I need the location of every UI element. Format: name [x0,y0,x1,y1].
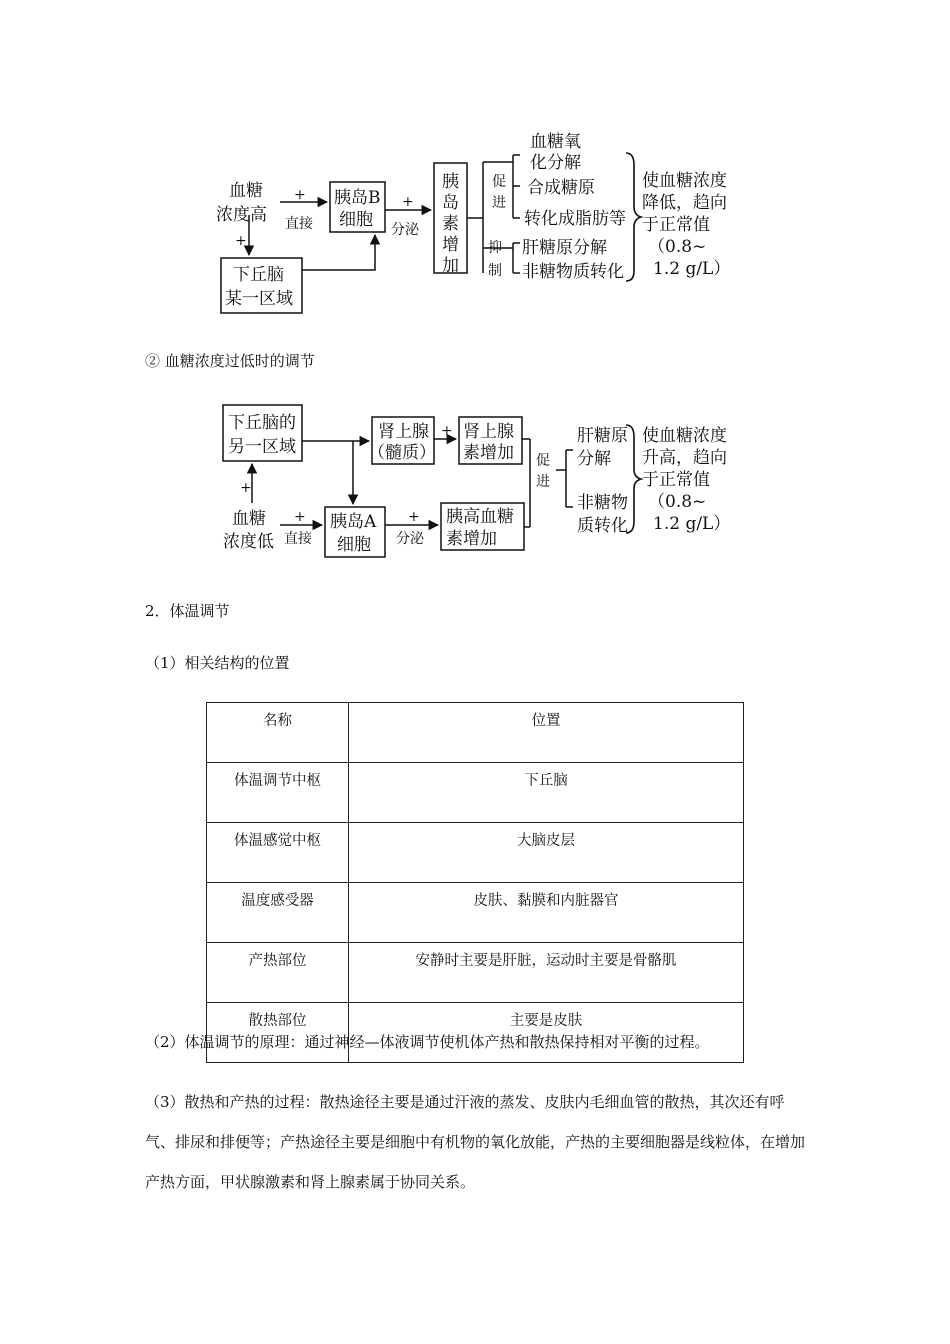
stimulus-text: 血糖 [229,181,263,201]
stimulus-text: 浓度低 [223,532,274,552]
hypothalamus-label: 某一区域 [225,289,293,309]
islet-cell-label: 细胞 [337,535,371,555]
promote-item: 化分解 [530,153,581,173]
table-header-row [207,703,744,763]
adrenal-label: 肾上腺 [378,422,429,442]
effect-item: 非糖物 [577,493,628,513]
table-row [207,823,744,883]
inhibit-label: 制 [488,263,502,279]
direct-label: 直接 [285,216,313,232]
hormone-char: 增 [442,235,459,255]
plus-sign: + [441,423,453,439]
section-heading: 2．体温调节 [145,602,230,620]
table-row [207,883,744,943]
secrete-label: 分泌 [391,222,419,238]
islet-cell-label: 胰岛A [330,512,377,532]
table-row [207,763,744,823]
promote-label: 促 [492,174,506,190]
table-cell: 散热部位 [207,1003,349,1063]
table-cell: 主要是皮肤 [349,1003,744,1063]
hormone-char: 胰 [442,172,459,192]
adrenaline-label: 素增加 [463,443,514,463]
promote-item: 血糖氧 [530,132,581,152]
islet-cell-label: 细胞 [339,210,373,230]
adrenaline-label: 肾上腺 [463,422,514,442]
table-cell: 体温感觉中枢 [207,823,349,883]
glucagon-label: 素增加 [446,529,497,549]
inhibit-label: 抑 [488,240,502,256]
hormone-char: 岛 [442,193,459,213]
table-cell: 体温调节中枢 [207,763,349,823]
result-text: 于正常值 [642,215,710,235]
adrenal-label: （髓质） [368,443,436,463]
low-blood-sugar-diagram [0,395,950,570]
table-header-cell: 位置 [349,703,744,763]
promote-label: 进 [536,474,550,490]
plus-sign: + [294,509,306,525]
inhibit-item: 非糖物质转化 [522,262,624,282]
glucagon-label: 胰高血糖 [446,507,514,527]
subsection-heading: （1）相关结构的位置 [145,654,290,672]
hormone-char: 素 [442,214,459,234]
table-row [207,943,744,1003]
structure-location-table [206,702,744,1063]
result-text: 使血糖浓度 [642,426,727,446]
table-cell: 安静时主要是肝脏，运动时主要是骨骼肌 [349,943,744,1003]
result-text: 使血糖浓度 [642,171,727,191]
result-text: 升高，趋向 [642,448,727,468]
result-text: （0.8~ [648,237,707,257]
direct-label: 直接 [284,531,312,547]
effect-item: 分解 [577,449,611,469]
stimulus-text: 血糖 [232,509,266,529]
plus-sign: + [240,480,252,496]
stimulus-text: 浓度高 [216,205,267,225]
promote-label: 进 [492,195,506,211]
result-text: 于正常值 [642,470,710,490]
plus-sign: + [294,187,306,203]
hypothalamus-label: 下丘脑的 [228,413,296,433]
islet-cell-label: 胰岛B [334,188,381,208]
hormone-char: 加 [442,256,459,276]
secrete-label: 分泌 [396,531,424,547]
table-cell: 皮肤、黏膜和内脏器官 [349,883,744,943]
hypothalamus-label: 另一区域 [228,437,296,457]
table-cell: 下丘脑 [349,763,744,823]
process-paragraph: （3）散热和产热的过程：散热途径主要是通过汗液的蒸发、皮肤内毛细血管的散热，其次还有呼气、排尿和排便等；产热途径主要是细胞中有机物的氧化放能，产热的主要细胞器是线粒体，在增加产热方面，甲状腺激素和肾上腺素属于协同关系。 [145,1093,806,1191]
promote-label: 促 [536,453,550,469]
table-header-cell: 名称 [207,703,349,763]
promote-item: 转化成脂肪等 [524,209,626,229]
table-cell: 大脑皮层 [349,823,744,883]
result-text: 1.2 g/L） [653,259,731,279]
low-blood-sugar-caption: ② 血糖浓度过低时的调节 [145,352,315,370]
effect-item: 质转化 [577,516,628,536]
plus-sign: + [235,233,247,249]
hypothalamus-label: 下丘脑 [233,265,284,285]
result-text: （0.8~ [648,492,707,512]
table-cell: 产热部位 [207,943,349,1003]
plus-sign: + [408,509,420,525]
result-text: 1.2 g/L） [653,514,731,534]
result-text: 降低，趋向 [642,193,727,213]
effect-item: 肝糖原 [577,426,628,446]
inhibit-item: 肝糖原分解 [522,238,607,258]
table-cell: 温度感受器 [207,883,349,943]
promote-item: 合成糖原 [527,178,595,198]
high-blood-sugar-diagram [0,115,950,320]
plus-sign: + [402,194,414,210]
principle-paragraph: （2）体温调节的原理：通过神经—体液调节使机体产热和散热保持相对平衡的过程。 [145,1033,710,1051]
